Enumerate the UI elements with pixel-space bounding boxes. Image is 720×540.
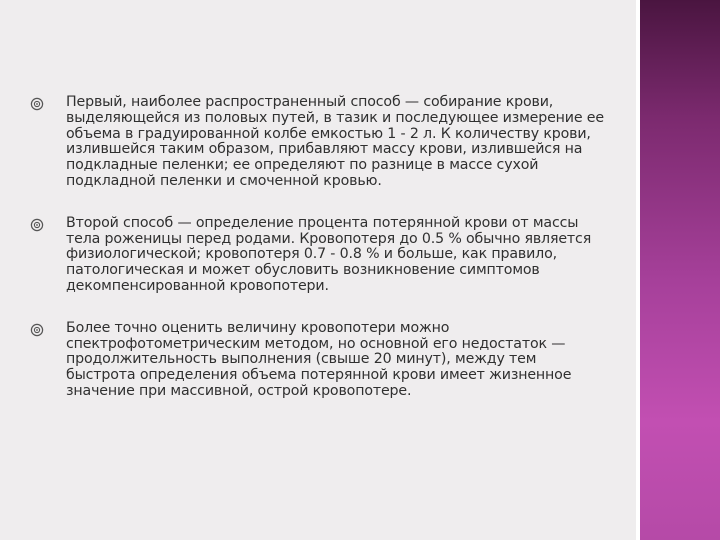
bullet-text: Более точно оценить величину кровопотери можно спектрофотометрическим методом, но основной его недостаток — продолжительность выполнения (свыше 20 минут), между тем быстрота определения объема потерянной крови имеет жизненное значение при массивной, острой кровопотере. (66, 319, 572, 399)
bullet-text: Второй способ — определение процента потерянной крови от массы тела роженицы перед родами. Кровопотеря до 0.5 % обычно является физиологической; кровопотеря 0.7 - 0.8 % и больше, как правило, патологическая и может обусловить возникновение симптомов декомпенсированной кровопотери. (66, 214, 592, 294)
target-bullet-icon (30, 323, 44, 337)
target-bullet-icon (30, 97, 44, 111)
bullet-item (30, 216, 610, 295)
bullet-item (30, 321, 610, 400)
bullet-text: Первый, наиболее распространенный способ — собирание крови, выделяющейся из половых путей, в тазик и последующее измерение ее объема в градуированной колбе емкостью 1 - 2 л. К количеству крови, излившейся таким образом, прибавляют массу крови, излившейся на подкладные пеленки; ее определяют по разнице в массе сухой подкладной пеленки и смоченной кровью. (66, 94, 604, 189)
bullet-list (30, 95, 610, 400)
bullet-item (30, 95, 610, 190)
target-bullet-icon (30, 218, 44, 232)
side-accent-band (640, 0, 720, 540)
